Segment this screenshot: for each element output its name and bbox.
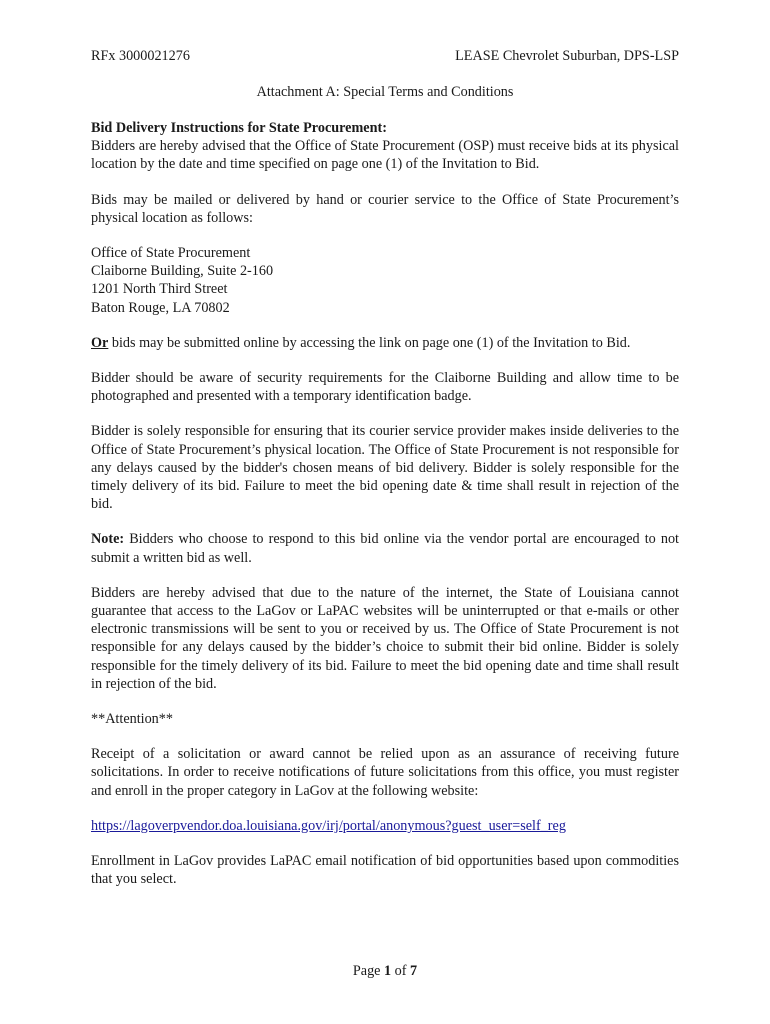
or-rest-text: bids may be submitted online by accessing the link on page one (1) of the Invitation to Bid. <box>108 334 631 351</box>
section-heading: Bid Delivery Instructions for State Procurement: <box>91 120 387 136</box>
section-delivery-instructions <box>91 119 679 174</box>
address-line: Baton Rouge, LA 70802 <box>91 299 230 316</box>
address-block <box>91 244 679 317</box>
paragraph-osp-must-receive: Bidders are hereby advised that the Office of State Procurement (OSP) must receive bids at its physical location by the date and time specified on page one (1) of the Invitation to Bid. <box>91 138 679 173</box>
header-rfx-number: RFx 3000021276 <box>91 48 190 64</box>
attention-label: **Attention** <box>91 711 173 728</box>
note-text: Bidders who choose to respond to this bid online via the vendor portal are encouraged to not submit a written bid as well. <box>91 531 679 566</box>
paragraph-mail-or-deliver: Bids may be mailed or delivered by hand or courier service to the Office of State Procurement’s physical location as follows: <box>91 191 679 226</box>
paragraph-note <box>91 530 679 566</box>
lagov-registration-link[interactable]: https://lagoverpvendor.doa.louisiana.gov/irj/portal/anonymous?guest_user=self_reg <box>91 817 566 834</box>
paragraph-submit-online <box>91 334 679 352</box>
attachment-title: Attachment A: Special Terms and Conditions <box>256 84 514 100</box>
paragraph-internet-disclaimer: Bidders are hereby advised that due to the nature of the internet, the State of Louisiana cannot guarantee that access to the LaGov or LaPAC websites will be uninterrupted or that e-mails or other electronic transmissions will be sent to you or received by us. The Office of State Procurement is not responsible for any delays caused by the bidder’s choice to submit their bid online. Bidder is solely responsible for the timely delivery of its bid. Failure to meet the bid opening date and time shall result in rejection of the bid. <box>91 584 679 692</box>
paragraph-enrollment: Enrollment in LaGov provides LaPAC email notification of bid opportunities based upon commodities that you select. <box>91 853 679 888</box>
page-word: Page <box>352 963 381 979</box>
note-label: Note: <box>91 531 125 548</box>
address-line: 1201 North Third Street <box>91 281 228 298</box>
of-word: of <box>394 963 407 979</box>
address-line: Claiborne Building, Suite 2-160 <box>91 263 274 280</box>
total-pages: 7 <box>410 963 418 979</box>
document-body <box>91 119 679 906</box>
address-line: Office of State Procurement <box>91 245 251 262</box>
paragraph-security-requirements: Bidder should be aware of security requirements for the Claiborne Building and allow time to be photographed and presented with a temporary identification badge. <box>91 370 679 405</box>
paragraph-courier-responsibility: Bidder is solely responsible for ensuring that its courier service provider makes inside deliveries to the Office of State Procurement’s physical location. The Office of State Procurement is not responsible for any delays caused by the bidder's chosen means of bid delivery. Bidder is solely responsible for the timely delivery of its bid. Failure to meet the bid opening date & time shall result in rejection of the bid. <box>91 423 679 513</box>
page-number: 1 <box>384 963 392 979</box>
page-footer <box>0 962 770 980</box>
paragraph-receipt-of-solicitation: Receipt of a solicitation or award cannot be relied upon as an assurance of receiving future solicitations. In order to receive notifications of future solicitations from this office, you must register and enroll in the proper category in LaGov at the following website: <box>91 746 679 799</box>
header-lease-title: LEASE Chevrolet Suburban, DPS-LSP <box>455 48 679 64</box>
lagov-registration-link-line <box>91 817 679 835</box>
or-emphasis: Or <box>91 334 109 351</box>
